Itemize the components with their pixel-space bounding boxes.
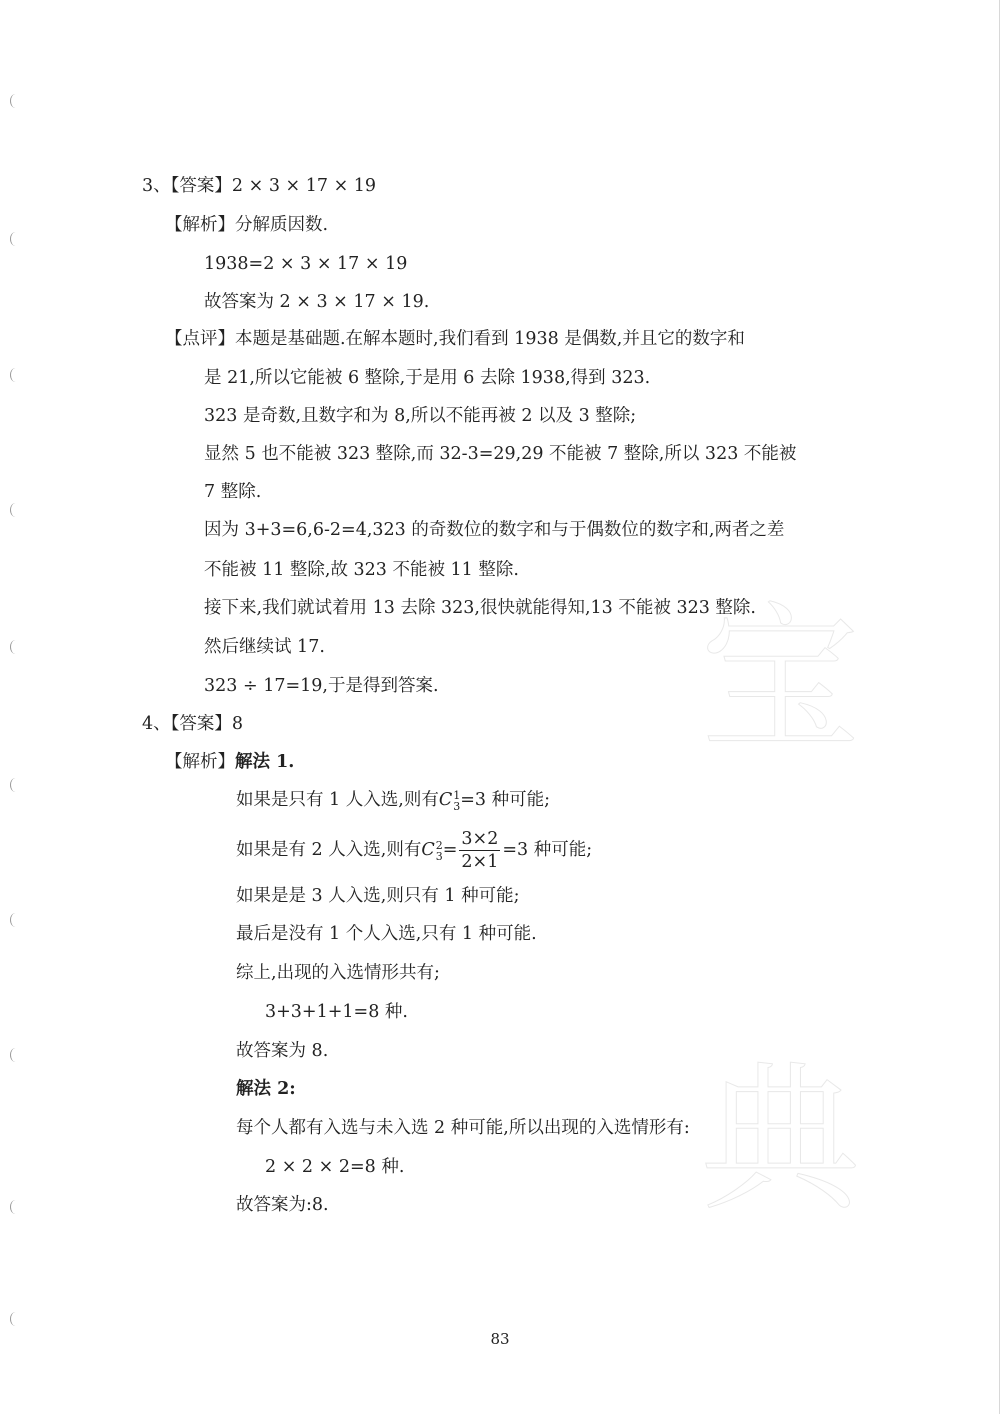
q4-m1-line4: 最后是没有 1 个人入选,只有 1 种可能.	[236, 924, 537, 944]
q3-comment-line: 是 21,所以它能被 6 整除,于是用 6 去除 1938,得到 323.	[204, 368, 651, 388]
q3-analysis-label: 【解析】	[165, 215, 235, 235]
q4-analysis	[165, 750, 294, 774]
binder-hole	[10, 1048, 21, 1062]
q4-method2-title: 解法 2:	[236, 1079, 296, 1099]
q3-equation: 1938=2 × 3 × 17 × 19	[204, 254, 408, 274]
binder-hole	[10, 913, 21, 927]
combination-letter: C	[421, 840, 435, 860]
q3-comment-label: 【点评】	[165, 329, 235, 349]
combination-sup: 1	[453, 788, 461, 802]
combination-symbol	[421, 838, 443, 863]
q3-comment	[165, 327, 745, 351]
q3-comment-line: 显然 5 也不能被 323 整除,而 32-3=29,29 不能被 7 整除,所以 323 不能被	[204, 444, 797, 464]
binder-hole	[10, 503, 21, 517]
binder-hole	[10, 1312, 21, 1326]
q3-answer	[142, 174, 376, 198]
combination-symbol	[438, 788, 461, 813]
q3-conclusion: 故答案为 2 × 3 × 17 × 19.	[204, 292, 430, 312]
q3-answer-value: 2 × 3 × 17 × 19	[231, 176, 377, 196]
combination-sub: 3	[435, 849, 443, 863]
q3-comment-line: 接下来,我们就试着用 13 去除 323,很快就能得知,13 不能被 323 整除.	[204, 598, 756, 618]
fraction	[459, 828, 500, 873]
q4-m1-line3: 如果是是 3 人入选,则只有 1 种可能;	[236, 886, 520, 906]
q4-m1-line2-text: 如果是有 2 人入选,则有	[236, 840, 422, 860]
combination-letter: C	[438, 790, 453, 810]
q4-m1-line1-result: =3 种可能;	[460, 790, 550, 810]
q3-comment-line: 然后继续试 17.	[204, 637, 325, 657]
q4-m1-line6: 3+3+1+1=8 种.	[265, 1002, 408, 1022]
combination-sup: 2	[435, 838, 443, 852]
q4-m1-line2-result: =3 种可能;	[502, 840, 593, 860]
q4-m2-line1: 每个人都有入选与未入选 2 种可能,所以出现的入选情形有:	[236, 1118, 690, 1138]
binder-hole	[10, 778, 21, 792]
q4-method1-title: 解法 1.	[235, 752, 295, 772]
q4-m1-line7: 故答案为 8.	[236, 1041, 329, 1061]
q3-comment-line: 本题是基础题.在解本题时,我们看到 1938 是偶数,并且它的数字和	[235, 329, 745, 349]
q4-answer-label: 【答案】	[170, 714, 232, 734]
q4-answer	[142, 712, 243, 736]
page-number: 83	[490, 1330, 510, 1348]
q3-comment-line: 323 ÷ 17=19,于是得到答案.	[204, 676, 439, 696]
binder-hole	[10, 368, 21, 382]
q4-m1-line2: 如果是有 2 人入选,则有C 2 3 = $\frac{3\times 2}{2\times 1}$ =3 种可能;	[236, 829, 593, 872]
fraction-denominator: 2×1	[461, 852, 499, 872]
binder-hole	[10, 1200, 21, 1214]
q3-comment-line: 不能被 11 整除,故 323 不能被 11 整除.	[204, 560, 519, 580]
fraction-numerator: 3×2	[461, 829, 499, 849]
binder-hole	[10, 640, 21, 654]
q4-m1-line1	[236, 788, 550, 812]
q3-number: 3、	[142, 176, 171, 196]
q4-m2-line2: 2 × 2 × 2=8 种.	[265, 1157, 405, 1177]
q3-comment-line: 因为 3+3=6,6-2=4,323 的奇数位的数字和与于偶数位的数字和,两者之差	[204, 520, 785, 540]
q4-m1-line1-text: 如果是只有 1 人入选,则有	[236, 790, 439, 810]
q4-analysis-label: 【解析】	[165, 752, 235, 772]
q4-m1-line5: 综上,出现的入选情形共有;	[236, 963, 440, 983]
binder-hole	[10, 232, 21, 246]
q3-comment-line: 323 是奇数,且数字和为 8,所以不能再被 2 以及 3 整除;	[204, 406, 637, 426]
q3-analysis	[165, 213, 328, 237]
binder-hole	[10, 94, 21, 108]
q3-comment-line: 7 整除.	[204, 482, 262, 502]
q4-m2-line3: 故答案为:8.	[236, 1195, 329, 1215]
q3-analysis-text: 分解质因数.	[235, 215, 329, 235]
q4-number: 4、	[142, 714, 171, 734]
q3-answer-label: 【答案】	[170, 176, 232, 196]
q4-answer-value: 8	[231, 714, 244, 734]
combination-sub: 3	[453, 799, 461, 813]
watermark-char: 典	[700, 1046, 861, 1233]
watermark-char: 宝	[700, 586, 861, 773]
